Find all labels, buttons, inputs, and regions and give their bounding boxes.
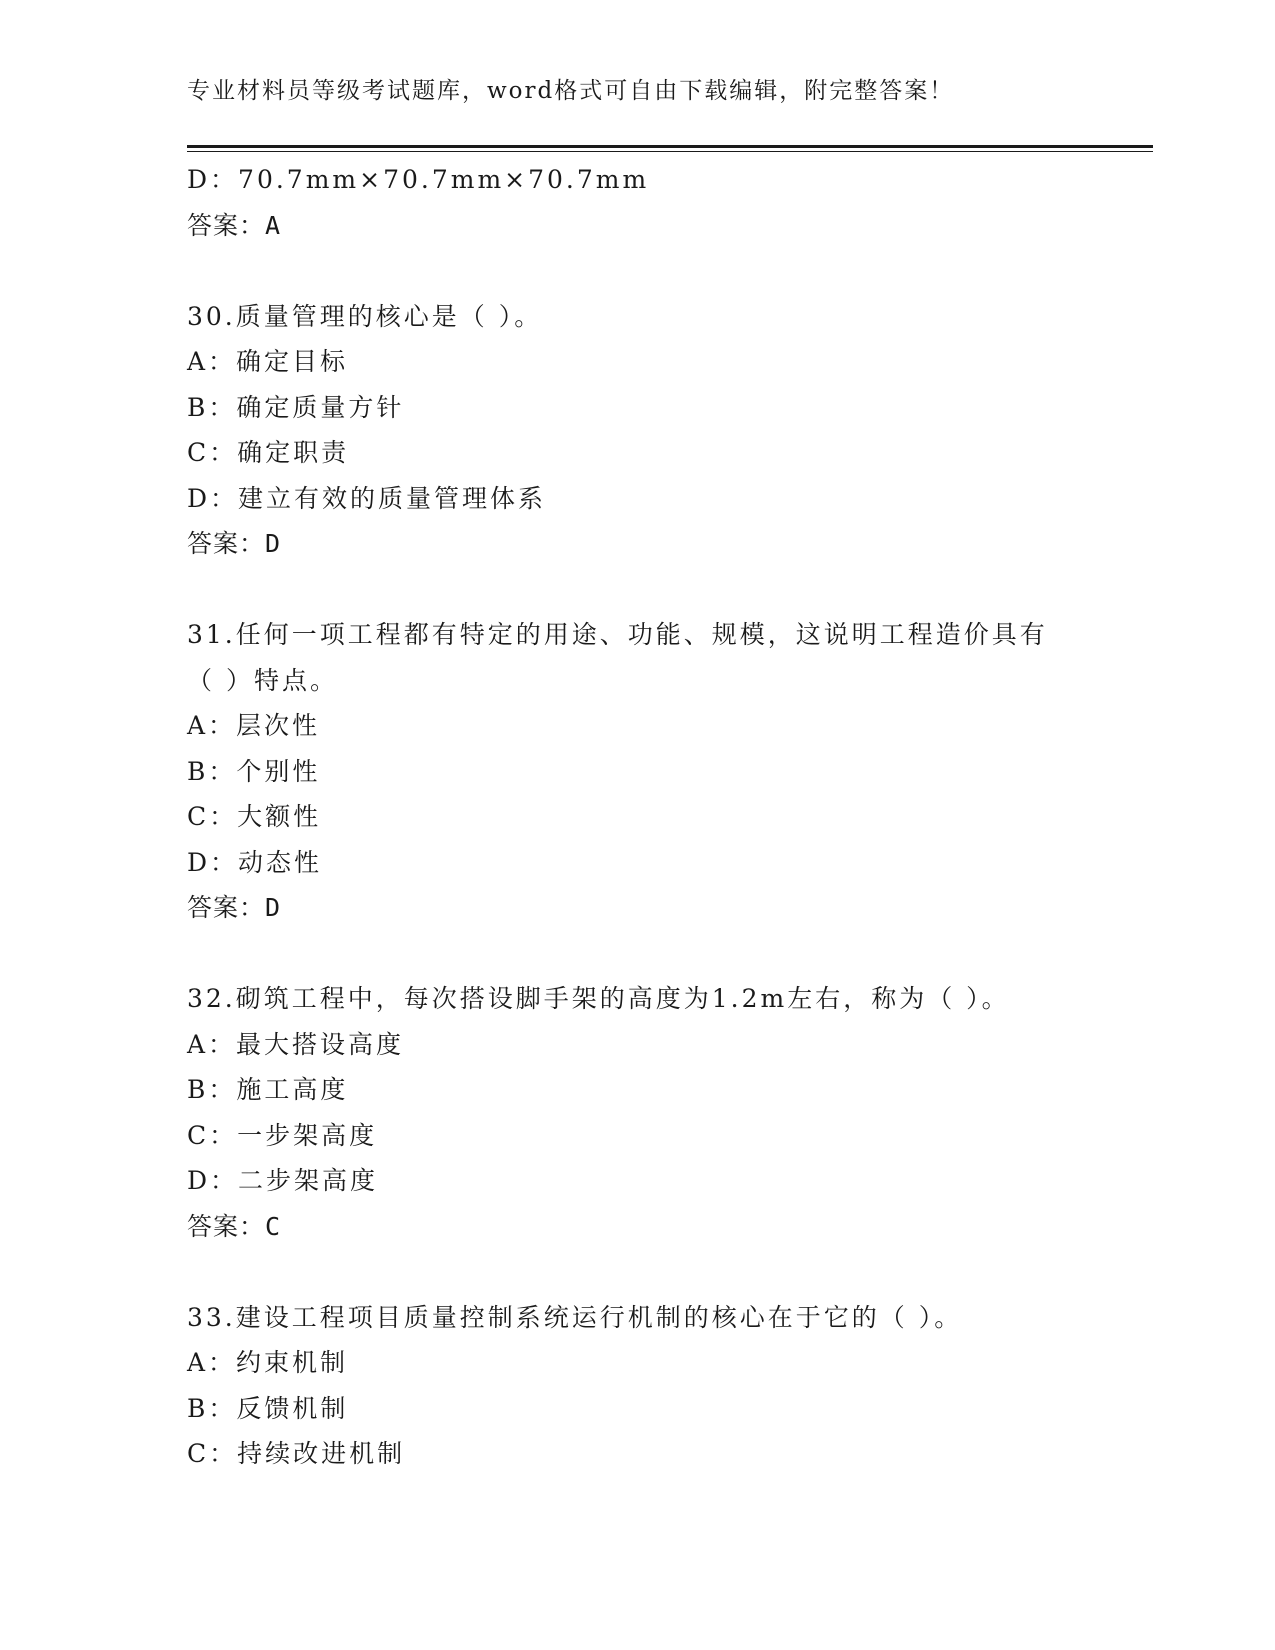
answer-line [187, 1204, 1137, 1250]
question-stem: 31.任何一项工程都有特定的用途、功能、规模，这说明工程造价具有 [187, 620, 1048, 649]
option-d: D：建立有效的质量管理体系 [187, 483, 547, 513]
option-d: D：二步架高度 [187, 1166, 379, 1195]
spacer [187, 931, 1137, 977]
question-stem: 33.建设工程项目质量控制系统运行机制的核心在于它的（ ）。 [187, 1302, 963, 1332]
option-c: C：持续改进机制 [187, 1439, 406, 1468]
answer-label: 答案： [187, 893, 266, 922]
option-b: B：施工高度 [187, 1075, 349, 1104]
answer-line [187, 521, 1137, 567]
option-b: B：反馈机制 [187, 1393, 349, 1423]
option-a: A：最大搭设高度 [187, 1029, 405, 1059]
header-rule-thick [187, 145, 1153, 148]
question-list [187, 157, 1137, 1477]
option-d: D：动态性 [187, 847, 323, 877]
answer-line [187, 203, 1137, 249]
answer-label: 答案： [187, 210, 266, 240]
option-d: D：70.7mm×70.7mm×70.7mm [187, 165, 650, 194]
option-a: A：约束机制 [187, 1348, 349, 1377]
header-rule-thin [187, 151, 1153, 152]
question-stem: 30.质量管理的核心是（ ）。 [187, 301, 543, 331]
answer-label: 答案： [187, 1211, 266, 1241]
answer-value: D [265, 529, 282, 558]
option-c: C：确定职责 [187, 438, 350, 467]
spacer [187, 567, 1137, 613]
spacer [187, 1249, 1137, 1295]
option-c: C：大额性 [187, 802, 322, 831]
answer-value: C [265, 1211, 282, 1241]
option-b: B：个别性 [187, 756, 321, 786]
option-a: A：确定目标 [187, 347, 349, 376]
page-header: 专业材料员等级考试题库，word格式可自由下载编辑，附完整答案！ [187, 78, 955, 104]
answer-value: D [265, 893, 282, 922]
question-stem-continued: （ ）特点。 [187, 665, 338, 695]
answer-label: 答案： [187, 529, 266, 558]
answer-value: A [265, 210, 282, 240]
question-stem: 32.砌筑工程中，每次搭设脚手架的高度为1.2m左右，称为（ ）。 [187, 984, 1010, 1013]
answer-line [187, 885, 1137, 931]
option-a: A：层次性 [187, 711, 321, 740]
option-c: C：一步架高度 [187, 1120, 378, 1150]
option-b: B：确定质量方针 [187, 392, 405, 422]
spacer [187, 248, 1137, 294]
